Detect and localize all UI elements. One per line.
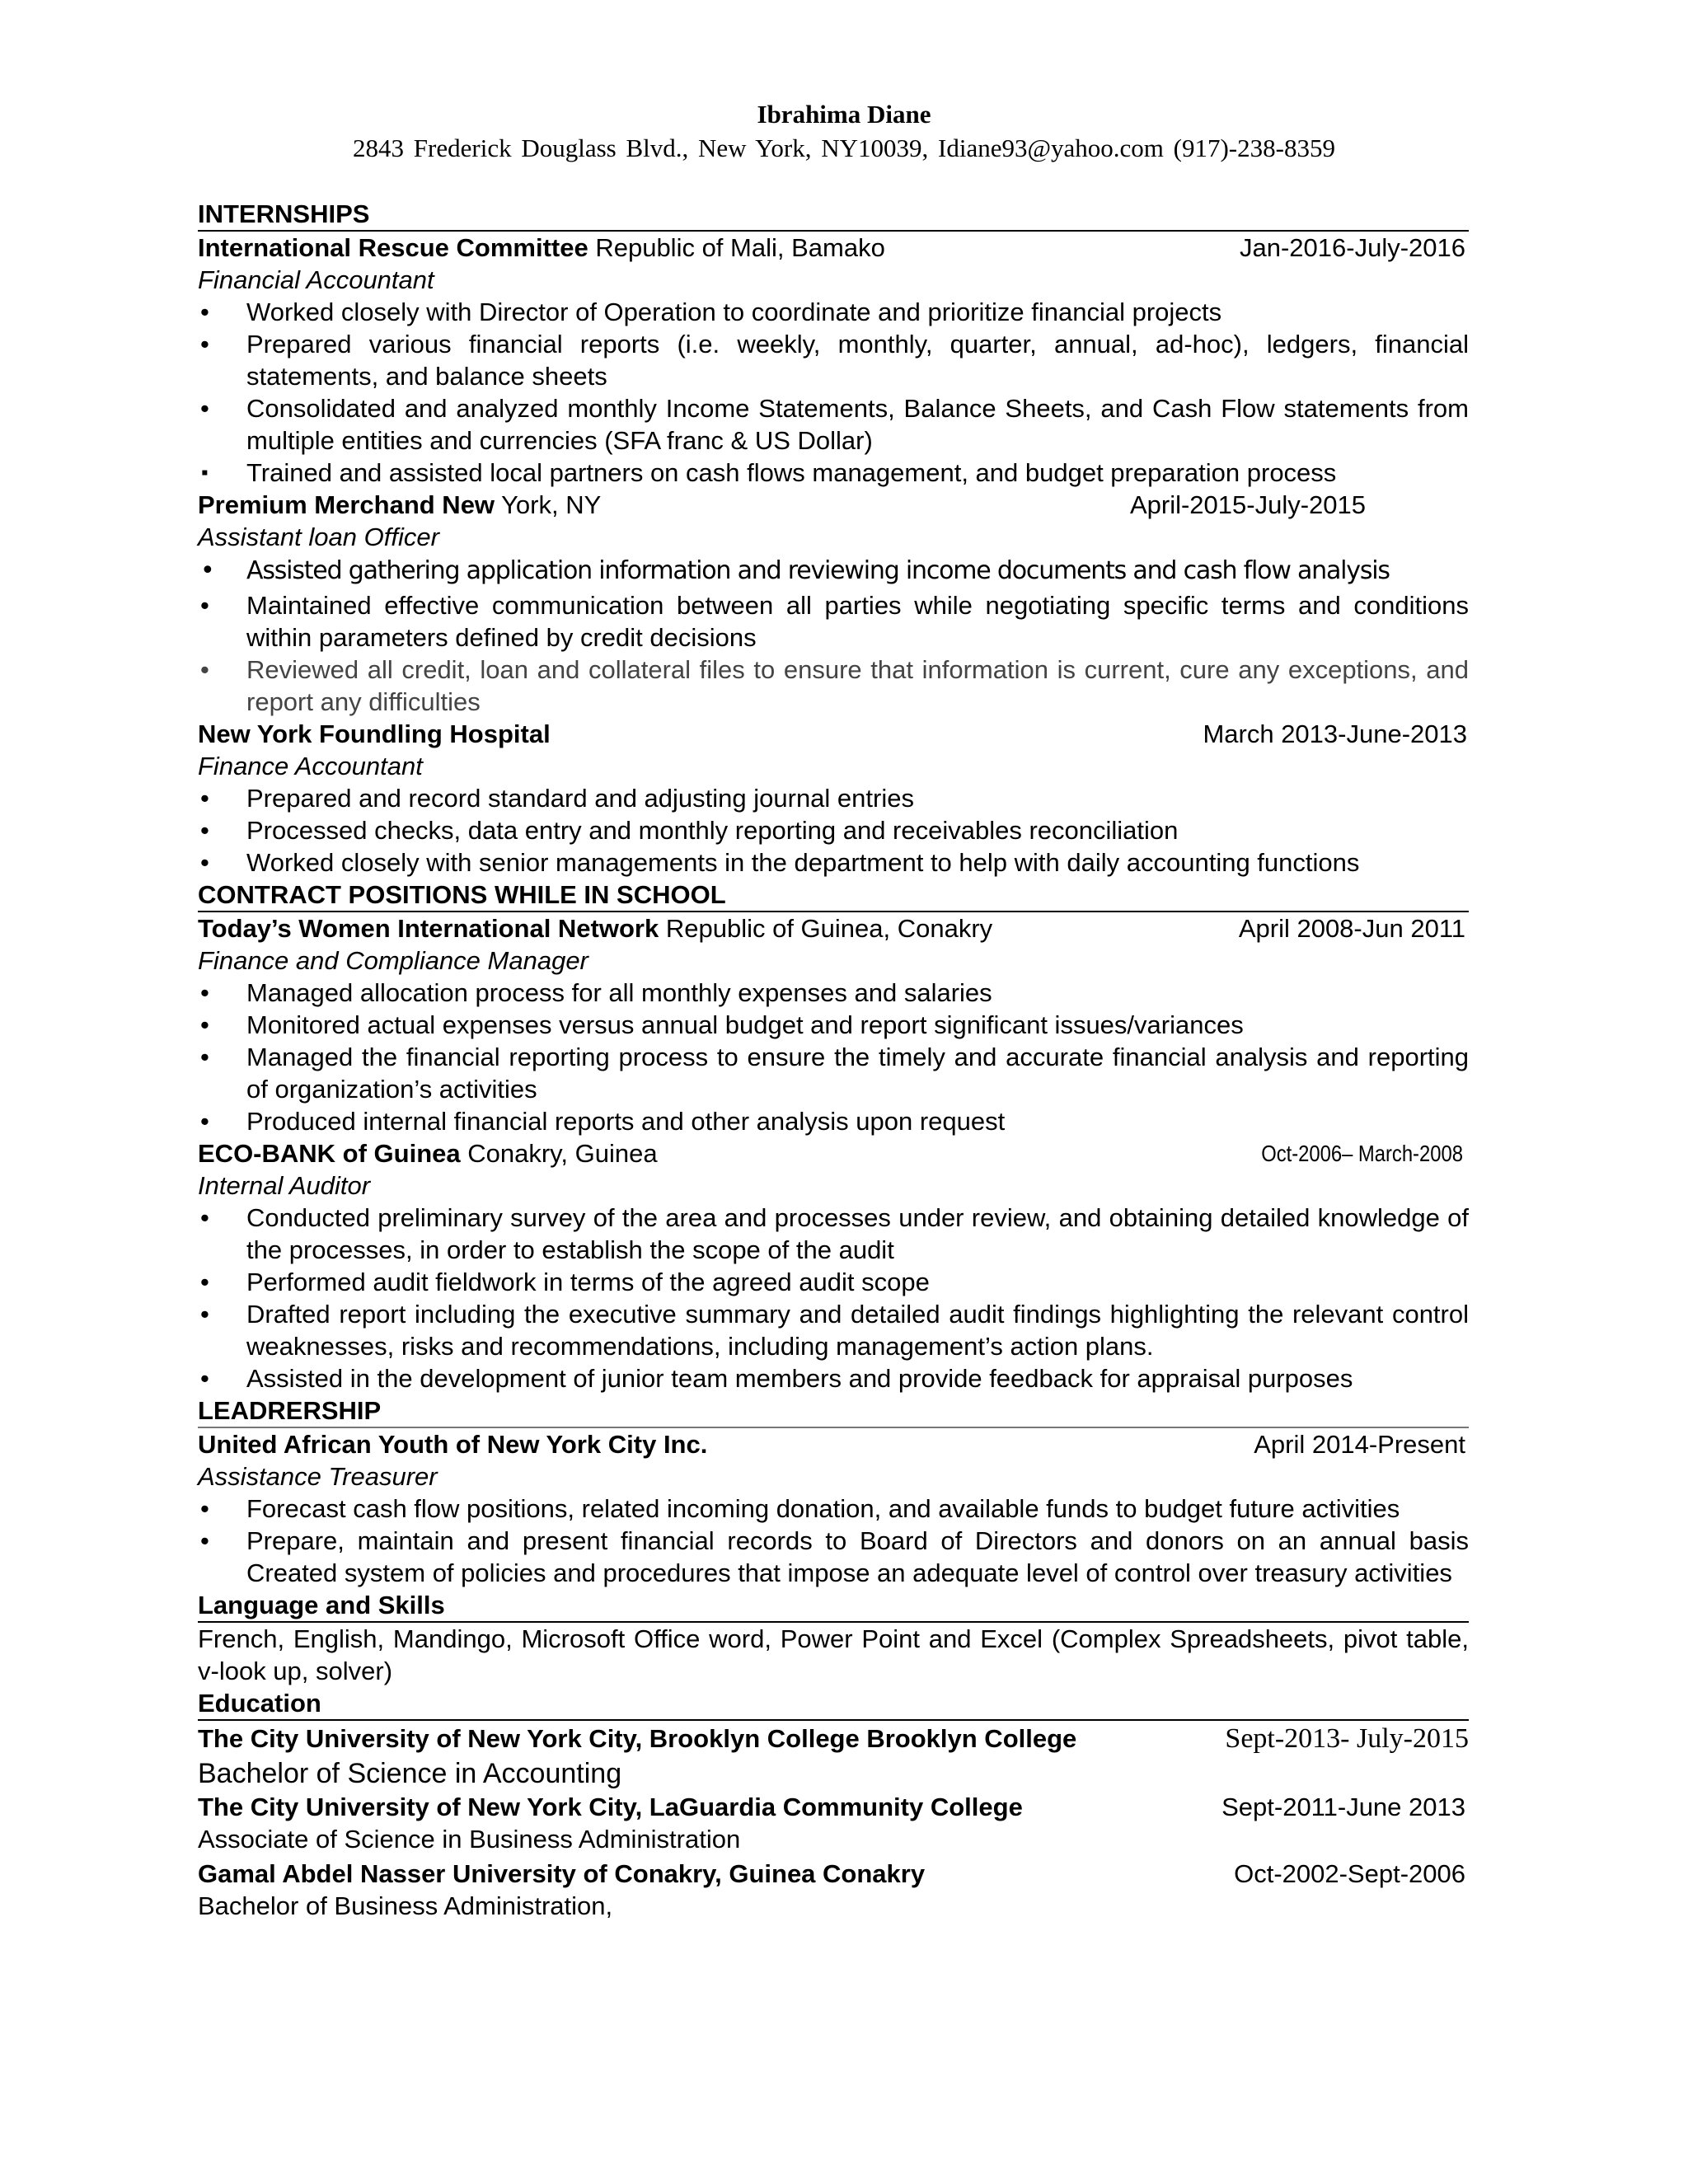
education-entry (198, 1721, 1469, 1756)
entry-header-twin (198, 912, 1469, 944)
bullet-item: • Forecast cash flow positions, related incoming donation, and available funds to budget future activities (198, 1493, 1469, 1525)
entry-dates: April-2015-July-2015 (1129, 490, 1366, 519)
bullet-item: • Consolidated and analyzed monthly Income Statements, Balance Sheets, and Cash Flow statements from multiple entities and currencies (SFA franc & US Dollar) (198, 392, 1469, 457)
resume-header (0, 97, 1688, 165)
bullet-item: • Worked closely with senior managements in the department to help with daily accounting functions (198, 846, 1469, 879)
org-name: International Rescue Committee (198, 233, 588, 262)
education-dates: Sept-2013- July-2015 (1225, 1723, 1469, 1754)
bullet-list (198, 782, 1469, 879)
bullet-list (198, 296, 1469, 489)
org-location: Republic of Guinea, Conakry (659, 914, 993, 943)
org-name: ECO-BANK of Guinea (198, 1139, 461, 1168)
bullet-list (198, 1493, 1469, 1589)
entry-header-ecobank (198, 1137, 1463, 1169)
bullet-item: • Conducted preliminary survey of the area and processes under review, and obtaining detailed knowledge of the processes, in order to establish the scope of the audit (198, 1202, 1469, 1266)
school-name: Gamal Abdel Nasser University of Conakry, Guinea Conakry (198, 1859, 926, 1888)
degree: Bachelor of Science in Accounting (198, 1758, 622, 1789)
section-heading-education: Education (198, 1687, 1469, 1721)
entry-header-foundling (198, 718, 1467, 750)
org-location: Conakry, Guinea (460, 1139, 658, 1168)
org-location: York, NY (495, 490, 602, 519)
entry-dates: April 2008-Jun 2011 (1238, 914, 1465, 943)
degree: Bachelor of Business Administration, (198, 1891, 613, 1920)
entry-header-uay (198, 1428, 1469, 1460)
education-dates: Sept-2011-June 2013 (1221, 1793, 1465, 1821)
school-name: The City University of New York City, LaGuardia Community College (198, 1793, 1023, 1821)
job-title: Finance Accountant (198, 752, 423, 780)
org-location: Republic of Mali, Bamako (588, 233, 885, 262)
bullet-item: • Prepared and record standard and adjusting journal entries (198, 782, 1469, 814)
bullet-list (198, 977, 1469, 1137)
org-name: Today’s Women International Network (198, 914, 659, 943)
bullet-item: • Reviewed all credit, loan and collateral files to ensure that information is current, cure any exceptions, and report any difficulties (198, 654, 1469, 718)
resume-body (198, 198, 1469, 1922)
school-name: The City University of New York City, Brooklyn College Brooklyn College (198, 1724, 1077, 1753)
org-name: Premium Merchand New (198, 490, 495, 519)
job-title: Finance and Compliance Manager (198, 946, 588, 975)
education-entry (198, 1791, 1469, 1823)
entry-header-premium (198, 489, 1366, 521)
bullet-item: • Drafted report including the executive summary and detailed audit findings highlighting the relevant control weaknesses, risks and recommendations, including management’s action plans. (198, 1298, 1469, 1362)
job-title: Assistance Treasurer (198, 1462, 438, 1491)
education-dates: Oct-2002-Sept-2006 (1234, 1859, 1465, 1888)
section-heading-contract: CONTRACT POSITIONS WHILE IN SCHOOL (198, 879, 1469, 912)
entry-dates: March 2013-June-2013 (1203, 719, 1467, 748)
section-heading-internships: INTERNSHIPS (198, 198, 1469, 232)
bullet-item: • Processed checks, data entry and monthly reporting and receivables reconciliation (198, 814, 1469, 846)
entry-dates: April 2014-Present (1254, 1430, 1465, 1459)
candidate-name: Ibrahima Diane (757, 100, 931, 129)
job-title: Assistant loan Officer (198, 523, 439, 551)
section-heading-skills: Language and Skills (198, 1589, 1469, 1623)
bullet-item: • Managed allocation process for all monthly expenses and salaries (198, 977, 1469, 1009)
entry-header-irc (198, 232, 1469, 264)
bullet-list (198, 1202, 1469, 1394)
skills-text: French, English, Mandingo, Microsoft Office word, Power Point and Excel (Complex Spreadsheets, pivot table, v-look up, solver) (198, 1624, 1469, 1685)
bullet-item: • Worked closely with Director of Operation to coordinate and prioritize financial projects (198, 296, 1469, 328)
bullet-item: • Produced internal financial reports and other analysis upon request (198, 1105, 1469, 1137)
education-entry (198, 1858, 1469, 1890)
contact-line: 2843 Frederick Douglass Blvd., New York, NY10039, Idiane93@yahoo.com (917)-238-8359 (353, 134, 1335, 162)
bullet-item: • Monitored actual expenses versus annual budget and report significant issues/variances (198, 1009, 1469, 1041)
degree: Associate of Science in Business Administration (198, 1825, 741, 1854)
section-heading-leadership: LEADRERSHIP (198, 1394, 1469, 1428)
bullet-item: • Maintained effective communication between all parties while negotiating specific terms and conditions within parameters defined by credit decisions (198, 589, 1469, 654)
bullet-item: ▪ Trained and assisted local partners on cash flows management, and budget preparation process (198, 457, 1469, 489)
job-title: Internal Auditor (198, 1171, 371, 1200)
org-name: New York Foundling Hospital (198, 719, 551, 748)
bullet-item: • Prepare, maintain and present financial records to Board of Directors and donors on an annual basis Created system of policies and procedures that impose an adequate level of control over treasury activities (198, 1525, 1469, 1589)
entry-dates: Jan-2016-July-2016 (1239, 233, 1465, 262)
bullet-item: • Managed the financial reporting process to ensure the timely and accurate financial analysis and reporting of organization’s activities (198, 1041, 1469, 1105)
org-name: United African Youth of New York City Inc. (198, 1430, 708, 1459)
bullet-list (198, 553, 1469, 718)
bullet-item: • Assisted gathering application information and reviewing income documents and cash flow analysis (198, 553, 1469, 589)
bullet-item: • Prepared various financial reports (i.e. weekly, monthly, quarter, annual, ad-hoc), ledgers, financial statements, and balance sheets (198, 328, 1469, 392)
entry-dates: Oct-2006– March-2008 (1261, 1141, 1463, 1166)
job-title: Financial Accountant (198, 265, 434, 294)
bullet-item: • Assisted in the development of junior team members and provide feedback for appraisal purposes (198, 1362, 1469, 1394)
bullet-item: • Performed audit fieldwork in terms of the agreed audit scope (198, 1266, 1469, 1298)
